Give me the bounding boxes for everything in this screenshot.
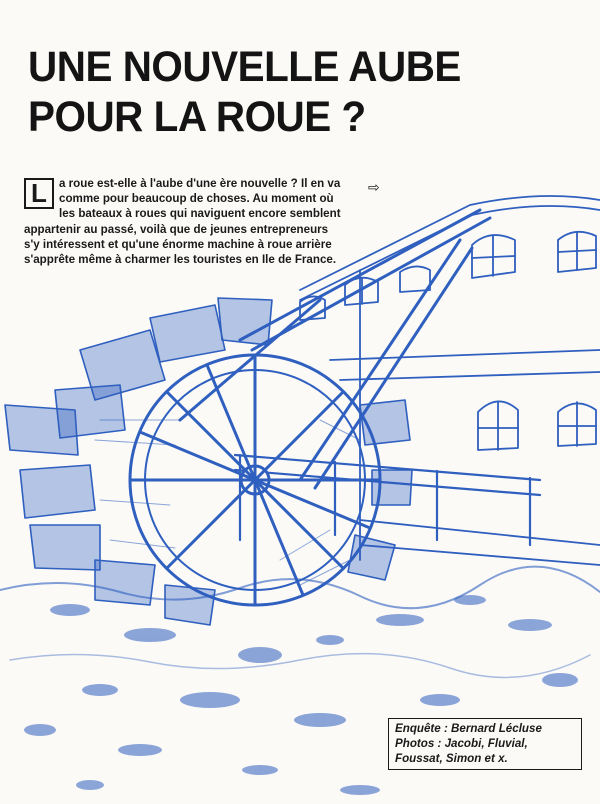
boat-cabin: [300, 196, 600, 565]
headline-line-2: POUR LA ROUE ?: [28, 93, 366, 141]
credits-line-1: Enquête : Bernard Lécluse: [395, 722, 542, 735]
credits-box: [388, 718, 582, 770]
paddle-wheel: [130, 355, 380, 605]
headline-line-1: UNE NOUVELLE AUBE: [28, 43, 461, 91]
drop-cap: L: [24, 178, 54, 209]
intro-paragraph: [24, 176, 342, 267]
credits-line-3: Foussat, Simon et x.: [395, 752, 508, 765]
headline: [28, 42, 554, 142]
continue-arrow-icon: ⇨: [368, 180, 380, 196]
intro-text: a roue est-elle à l'aube d'une ère nouvelle ? Il en va comme pour beaucoup de choses. Au moment où les bateaux à roues qui naviguent encore semblent appartenir au passé, voilà que de jeunes entrepreneurs s'y intéressent et qu'une énorme machine à roue arrière s'apprête même à charmer les touristes en Ile de France.: [24, 177, 341, 267]
credits-line-2: Photos : Jacobi, Fluvial,: [395, 737, 528, 750]
